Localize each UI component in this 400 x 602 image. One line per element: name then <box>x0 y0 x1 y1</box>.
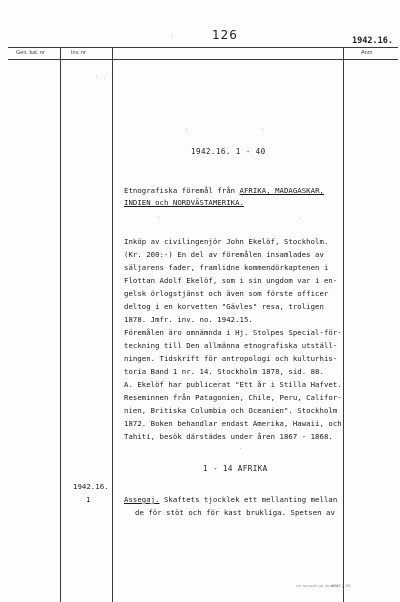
body-line: Föremålen äro omnämnda i Hj. Stolpes Special-för- <box>124 328 342 337</box>
printer-imprint: KAT. BLANKETT AB. LÄGE <box>296 584 333 588</box>
title-underlined-regions: AFRIKA, MADAGASKAR, <box>239 186 324 195</box>
entry-text-line-1 <box>124 495 337 504</box>
body-line: Tahiti, besök därstädes under åren 1867 - 1868. <box>124 432 333 441</box>
body-line: ningen. Tidskrift för antropologi och kulturhis- <box>124 354 338 363</box>
body-line: teckning till Den allmänna etnografiska utställ- <box>124 341 338 350</box>
body-line: A. Ekelöf har publicerat "Ett år i Stilla Hafvet. <box>124 380 342 389</box>
column-divider-3 <box>343 47 344 602</box>
title-prefix: Etnografiska föremål från <box>124 186 240 195</box>
body-line: 1872. Boken behandlar endast Amerika, Hawaii, och <box>124 419 342 428</box>
title-line-2: INDIEN och NORDVÄSTAMERIKA. <box>124 198 244 207</box>
entry-inv-nr-year: 1942.16. <box>73 482 109 491</box>
entry-term: Assegaj. <box>124 495 160 504</box>
body-line: nien, Britiska Columbia och Oceanien". Stockholm <box>124 406 338 415</box>
title-line-1 <box>124 186 324 195</box>
body-line: säljarens fader, framlidne kommendörkaptenen i <box>124 263 329 272</box>
header-rule <box>8 59 398 60</box>
collection-number: 1942.16. 1 - 40 <box>191 147 266 156</box>
body-line: Flottan Adolf Ekelöf, som i sin ungdom var i en- <box>124 276 338 285</box>
top-rule <box>8 47 398 48</box>
form-code: 8967 2 70 <box>332 583 350 588</box>
scan-speck <box>172 36 173 37</box>
body-line: gelsk örlogstjänst och även som förste officer <box>124 289 329 298</box>
body-line: deltog i en korvetten "Gävles" resa, troligen <box>124 302 324 311</box>
catalog-number: 1942.16. <box>352 36 393 46</box>
column-divider-1 <box>60 47 61 602</box>
column-header-inv-nr: Inv. nr <box>71 50 86 56</box>
page-number: 126 <box>212 28 238 42</box>
scan-speck <box>158 217 159 218</box>
body-line: toria Band 1 nr. 14. Stockholm 1878, sid. 88. <box>124 367 324 376</box>
scan-speck <box>262 129 263 130</box>
body-line: Reseminnen från Patagonien, Chile, Peru, Califor- <box>124 393 342 402</box>
column-divider-2 <box>112 47 113 602</box>
scan-speck <box>300 218 301 219</box>
scan-speck <box>104 78 105 79</box>
section-heading: 1 - 14 AFRIKA <box>203 464 268 473</box>
body-line: (Kr. 200:-) En del av föremålen insamlades av <box>124 250 324 259</box>
column-header-gen-kat-nr: Gen. kat. nr <box>16 50 45 56</box>
entry-text-rest: Skaftets tjocklek ett mellanting mellan <box>159 495 338 504</box>
scan-speck <box>96 76 97 77</box>
scan-speck <box>186 129 187 130</box>
scan-speck <box>240 448 241 449</box>
entry-inv-nr-item: 1 <box>86 495 91 504</box>
entry-text-line-2: de för stöt och för kast brukliga. Spetsen av <box>135 508 335 517</box>
column-header-anm: Anm. <box>361 50 374 56</box>
body-line: Inköp av civilingenjör John Ekelöf, Stockholm. <box>124 237 329 246</box>
body-line: 1878. Jmfr. inv. no. 1942.15. <box>124 315 253 324</box>
